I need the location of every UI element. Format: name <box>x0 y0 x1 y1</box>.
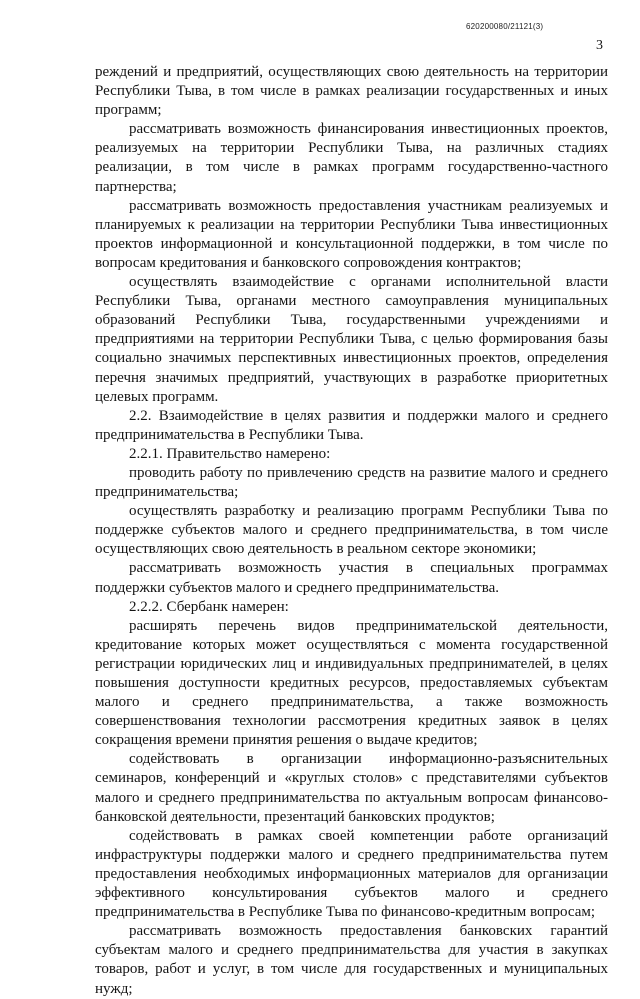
paragraph: рассматривать возможность финансирования инвестиционных проектов, реализуемых на территории Республики Тыва, на различных стадиях реализации, в том числе в рамках программ государственно-частного партнерства; <box>95 121 608 195</box>
paragraph: рассматривать возможность предоставления участникам реализуемых и планируемых к реализации на территории Республики Тыва инвестиционных проектов информационной и консультационной поддержки, в том числе по вопросам кредитования и банковского сопровождения контрактов; <box>95 197 608 271</box>
paragraph: реждений и предприятий, осуществляющих свою деятельность на территории Республики Тыва, в том числе в рамках реализации государственных и иных программ; <box>95 64 608 119</box>
paragraph: расширять перечень видов предпринимательской деятельности, кредитование которых может осуществляться с момента государственной регистрации юридических лиц и индивидуальных предпринимателей, в целях повышения доступности кредитных ресурсов, предоставляемых субъектам малого и среднего предпринимательства, а также возможность совершенствования технологии рассмотрения кредитных заявок в целях сокращения времени принятия решения о выдаче кредитов; <box>95 617 608 749</box>
document-code: 620200080/21121(3) <box>466 22 544 31</box>
paragraph: содействовать в организации информационно-разъяснительных семинаров, конференций и «круглых столов» с представителями субъектов малого и среднего предпринимательства по актуальным вопросам финансово-банковской деятельности, презентаций банковских продуктов; <box>95 751 608 825</box>
paragraph: содействовать в рамках своей компетенции работе организаций инфраструктуры поддержки малого и среднего предпринимательства путем предоставления необходимых информационных материалов для организации эффективного консультирования субъектов малого и среднего предпринимательства в Республике Тыва по финансово-кредитным вопросам; <box>95 827 608 921</box>
paragraph: рассматривать возможность предоставления банковских гарантий субъектам малого и среднего предпринимательства для участия в закупках товаров, работ и услуг, в том числе для государственных и муниципальных нужд; <box>95 923 608 997</box>
paragraph: 2.2. Взаимодействие в целях развития и поддержки малого и среднего предпринимательства в Республики Тыва. <box>95 407 608 443</box>
paragraph: 2.2.2. Сбербанк намерен: <box>129 598 289 615</box>
page-number: 3 <box>596 38 603 53</box>
paragraph: рассматривать возможность участия в специальных программах поддержки субъектов малого и среднего предпринимательства. <box>95 560 608 596</box>
paragraph: осуществлять разработку и реализацию программ Республики Тыва по поддержке субъектов малого и среднего предпринимательства, в том числе осуществляющих свою деятельность в реальном секторе экономики; <box>95 503 608 558</box>
paragraph: проводить работу по привлечению средств на развитие малого и среднего предпринимательства; <box>95 464 608 501</box>
document-body <box>95 63 608 999</box>
paragraph: осуществлять взаимодействие с органами исполнительной власти Республики Тыва, органами местного самоуправления муниципальных образований Республики Тыва, государственными учреждениями и предприятиями на территории Республики Тыва, с целью формирования базы социально значимых перспективных инвестиционных проектов, определения перечня значимых предприятий, участвующих в разработке приоритетных целевых программ. <box>95 274 608 405</box>
paragraph: 2.2.1. Правительство намерено: <box>129 445 331 462</box>
